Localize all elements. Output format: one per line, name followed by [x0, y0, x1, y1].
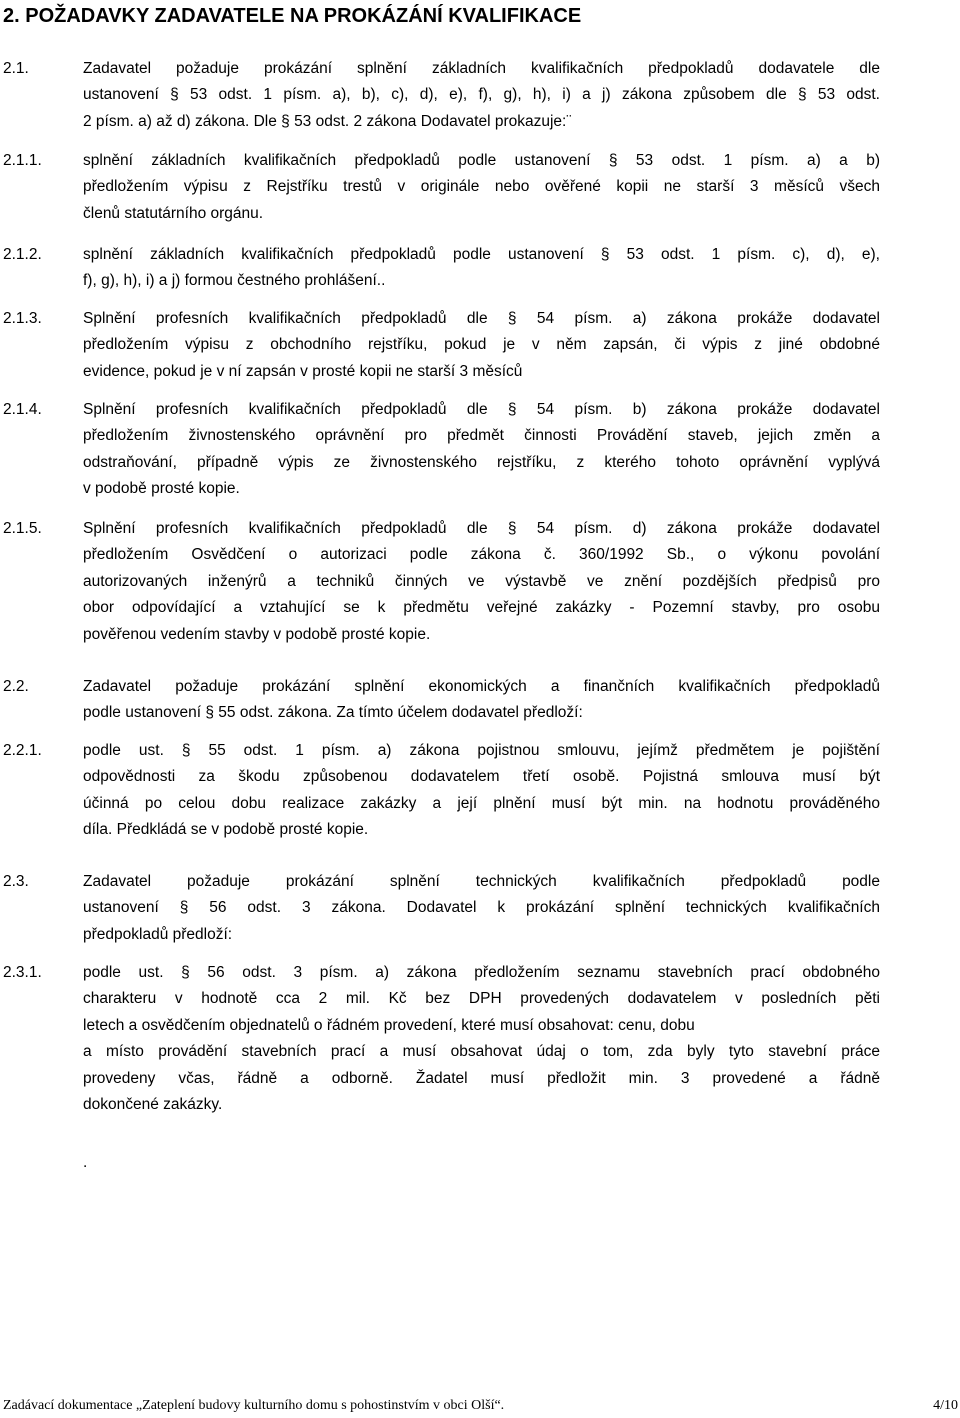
clause-line: a místo provádění stavebních prací a musí obsahovat údaj o tom, zda byly tyto stavební práce [83, 1043, 880, 1061]
section-heading: 2. POŽADAVKY ZADAVATELE NA PROKÁZÁNÍ KVALIFIKACE [3, 5, 582, 27]
clause-line: Zadavatel požaduje prokázání splnění technických kvalifikačních předpokladů podle [83, 873, 880, 890]
footer-page-number: 4/10 [933, 1398, 958, 1413]
clause-number: 2.1.4. [3, 401, 42, 418]
clause-number: 2.2.1. [3, 742, 42, 759]
trailing-dot: . [83, 1154, 88, 1171]
clause-line: účinná po celou dobu realizace zakázky a její plnění musí být min. na hodnotu prováděného [83, 794, 880, 812]
clause-line: podle ustanovení § 55 odst. zákona. Za tímto účelem dodavatel předloží: [83, 704, 583, 722]
clause-number: 2.2. [3, 678, 29, 695]
clause-line: podle ust. § 55 odst. 1 písm. a) zákona pojistnou smlouvu, jejímž předmětem je pojištění [83, 742, 880, 759]
clause-line: 2 písm. a) až d) zákona. Dle § 53 odst. 2 zákona Dodavatel prokazuje:¨ [83, 112, 572, 130]
clause-text [83, 738, 880, 844]
clause-line: evidence, pokud je v ní zapsán v prosté kopii ne starší 3 měsíců [83, 362, 523, 380]
clause-line: členů statutárního orgánu. [83, 204, 264, 222]
clause-line: autorizovaných inženýrů a techniků činných ve výstavbě ve znění pozdějších předpisů pro [83, 572, 880, 590]
clause-line: předložením Osvědčení o autorizaci podle zákona č. 360/1992 Sb., o výkonu povolání [83, 546, 880, 564]
clause-line: ustanovení § 53 odst. 1 písm. a), b), c), d), e), f), g), h), i) a j) zákona způsobem dle § 53 odst. [83, 86, 880, 104]
clause-line: Zadavatel požaduje prokázání splnění ekonomických a finančních kvalifikačních předpokladů [83, 678, 880, 695]
clause-line: f), g), h), i) a j) formou čestného prohlášení.. [83, 272, 386, 290]
clause-number: 2.3. [3, 873, 29, 890]
clause-text [83, 397, 880, 503]
footer-document-title: Zadávací dokumentace „Zateplení budovy kulturního domu s pohostinstvím v obci Olší“. [3, 1398, 505, 1413]
clause-line: provedeny včas, řádně a odborně. Žadatel musí předložit min. 3 provedené a řádně [83, 1069, 880, 1087]
clause-line: dokončené zakázky. [83, 1095, 223, 1113]
clause-line: ustanovení § 56 odst. 3 zákona. Dodavatel k prokázání splnění technických kvalifikačních [83, 899, 880, 917]
clause-text [83, 960, 880, 1118]
clause-text [83, 56, 880, 135]
clause-text [83, 148, 880, 227]
clause-line: odpovědnosti za škodu způsobenou dodavatelem třetí osobě. Pojistná smlouva musí být [83, 768, 880, 786]
clause-number: 2.3.1. [3, 964, 42, 981]
clause-line: předložením živnostenského oprávnění pro předmět činnosti Provádění staveb, jejich změn a [83, 427, 880, 445]
clause-number: 2.1.1. [3, 152, 42, 169]
clause-text [83, 242, 880, 295]
clause-line: předložením výpisu z Rejstříku trestů v originále nebo ověřené kopii ne starší 3 měsíců všech [83, 178, 880, 196]
clause-line: předložením výpisu z obchodního rejstříku, pokud je v něm zapsán, či výpis z jiné obdobné [83, 336, 880, 354]
clause-line: splnění základních kvalifikačních předpokladů podle ustanovení § 53 odst. 1 písm. c), d), e), [83, 246, 880, 263]
clause-line: Zadavatel požaduje prokázání splnění základních kvalifikačních předpokladů dodavatele dle [83, 60, 880, 77]
clause-text [83, 674, 880, 727]
clause-line: splnění základních kvalifikačních předpokladů podle ustanovení § 53 odst. 1 písm. a) a b) [83, 152, 880, 169]
clause-line: předpokladů předloží: [83, 925, 233, 943]
clause-line: v podobě prosté kopie. [83, 480, 240, 498]
clause-line: podle ust. § 56 odst. 3 písm. a) zákona předložením seznamu stavebních prací obdobného [83, 964, 880, 981]
clause-line: letech a osvědčením objednatelů o řádném provedení, které musí obsahovat: cenu, dobu [83, 1016, 695, 1034]
clause-text [83, 869, 880, 948]
clause-line: pověřenou vedením stavby v podobě prosté kopie. [83, 625, 431, 643]
clause-number: 2.1. [3, 60, 29, 77]
clause-line: odstraňování, případně výpis ze živnostenského rejstříku, z kterého tohoto oprávnění vyplývá [83, 453, 880, 471]
clause-line: Splnění profesních kvalifikačních předpokladů dle § 54 písm. d) zákona prokáže dodavatel [83, 520, 880, 537]
clause-line: Splnění profesních kvalifikačních předpokladů dle § 54 písm. a) zákona prokáže dodavatel [83, 310, 880, 327]
clause-text [83, 306, 880, 385]
clause-line: Splnění profesních kvalifikačních předpokladů dle § 54 písm. b) zákona prokáže dodavatel [83, 401, 880, 418]
page-footer [3, 1398, 958, 1418]
clause-text [83, 516, 880, 648]
clause-line: obor odpovídající a vztahující se k předmětu veřejné zakázky - Pozemní stavby, pro osobu [83, 599, 880, 617]
clause-line: díla. Předkládá se v podobě prosté kopie. [83, 821, 369, 839]
clause-line: charakteru v hodnotě cca 2 mil. Kč bez DPH provedených dodavatelem v posledních pěti [83, 990, 880, 1008]
clause-number: 2.1.5. [3, 520, 42, 537]
clause-number: 2.1.2. [3, 246, 42, 263]
clause-number: 2.1.3. [3, 310, 42, 327]
